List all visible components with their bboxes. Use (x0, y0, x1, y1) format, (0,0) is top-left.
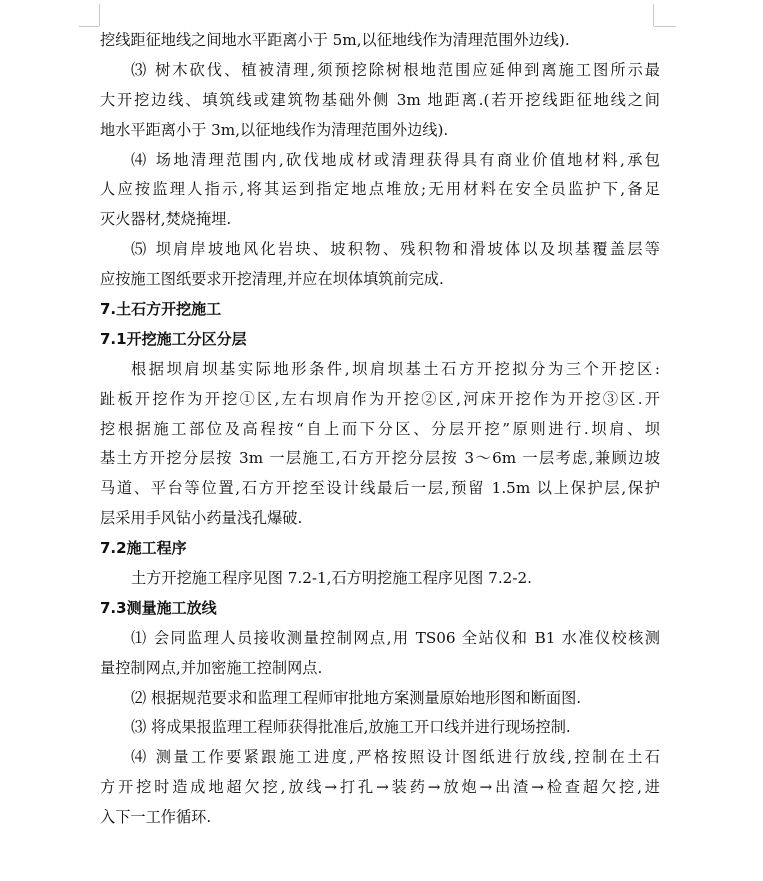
paragraph-line: ⑶ 树木砍伐、植被清理,须预挖除树根地范围应延伸到离施工图所示最 (131, 60, 660, 79)
paragraph-line: 根据坝肩坝基实际地形条件,坝肩坝基土石方开挖拟分为三个开挖区: (131, 359, 660, 378)
section-heading: 7.土石方开挖施工 (100, 300, 222, 319)
paragraph-line: 地水平距离小于 3m,以征地线作为清理范围外边线). (100, 120, 449, 139)
subsection-heading: 7.2施工程序 (100, 539, 187, 558)
crop-mark-top-left (99, 4, 100, 26)
subsection-heading: 7.1开挖施工分区分层 (100, 329, 247, 348)
paragraph-line: 趾板开挖作为开挖①区,左右坝肩作为开挖②区,河床开挖作为开挖③区.开 (100, 389, 660, 408)
paragraph-line: 灭火器材,焚烧掩埋. (100, 210, 232, 229)
crop-mark-top-right (653, 4, 654, 26)
paragraph-line: ⑷ 测量工作要紧跟施工进度,严格按照设计图纸进行放线,控制在土石 (131, 748, 660, 767)
paragraph-line: 挖根据施工部位及高程按“自上而下分区、分层开挖”原则进行.坝肩、坝 (100, 419, 660, 438)
paragraph-line: 土方开挖施工程序见图 7.2-1,石方明挖施工程序见图 7.2-2. (131, 569, 532, 588)
paragraph-line: 量控制网点,并加密施工控制网点. (100, 658, 323, 677)
paragraph-line: 入下一工作循环. (100, 808, 212, 827)
paragraph-line: ⑵ 根据规范要求和监理工程师审批地方案测量原始地形图和断面图. (131, 688, 582, 707)
paragraph-line: 方开挖时造成地超欠挖,放线→打孔→装药→放炮→出渣→检查超欠挖,进 (100, 778, 660, 797)
document-body (100, 26, 660, 833)
paragraph-line: 挖线距征地线之间地水平距离小于 5m,以征地线作为清理范围外边线). (100, 31, 570, 49)
paragraph-line: 大开挖边线、填筑线或建筑物基础外侧 3m 地距离.(若开挖线距征地线之间 (100, 90, 660, 109)
paragraph-line: ⑷ 场地清理范围内,砍伐地成材或清理获得具有商业价值地材料,承包 (131, 150, 660, 169)
crop-mark-top-left-horizontal (79, 26, 99, 27)
paragraph-line: 马道、平台等位置,石方开挖至设计线最后一层,预留 1.5m 以上保护层,保护 (100, 479, 660, 498)
subsection-heading: 7.3测量施工放线 (100, 598, 217, 617)
paragraph-line: ⑶ 将成果报监理工程师获得批准后,放施工开口线并进行现场控制. (131, 718, 571, 737)
paragraph-line: 层采用手风钻小药量浅孔爆破. (100, 509, 303, 528)
paragraph-line: ⑸ 坝肩岸坡地风化岩块、坡积物、残积物和滑坡体以及坝基覆盖层等 (131, 240, 660, 259)
paragraph-line: 应按施工图纸要求开挖清理,并应在坝体填筑前完成. (100, 270, 444, 289)
paragraph-line: ⑴ 会同监理人员接收测量控制网点,用 TS06 全站仪和 B1 水准仪校核测 (131, 628, 660, 647)
paragraph-line: 基土方开挖分层按 3m 一层施工,石方开挖分层按 3～6m 一层考虑,兼顾边坡 (100, 449, 660, 468)
paragraph-line: 人应按监理人指示,将其运到指定地点堆放;无用材料在安全员监护下,备足 (100, 180, 660, 199)
